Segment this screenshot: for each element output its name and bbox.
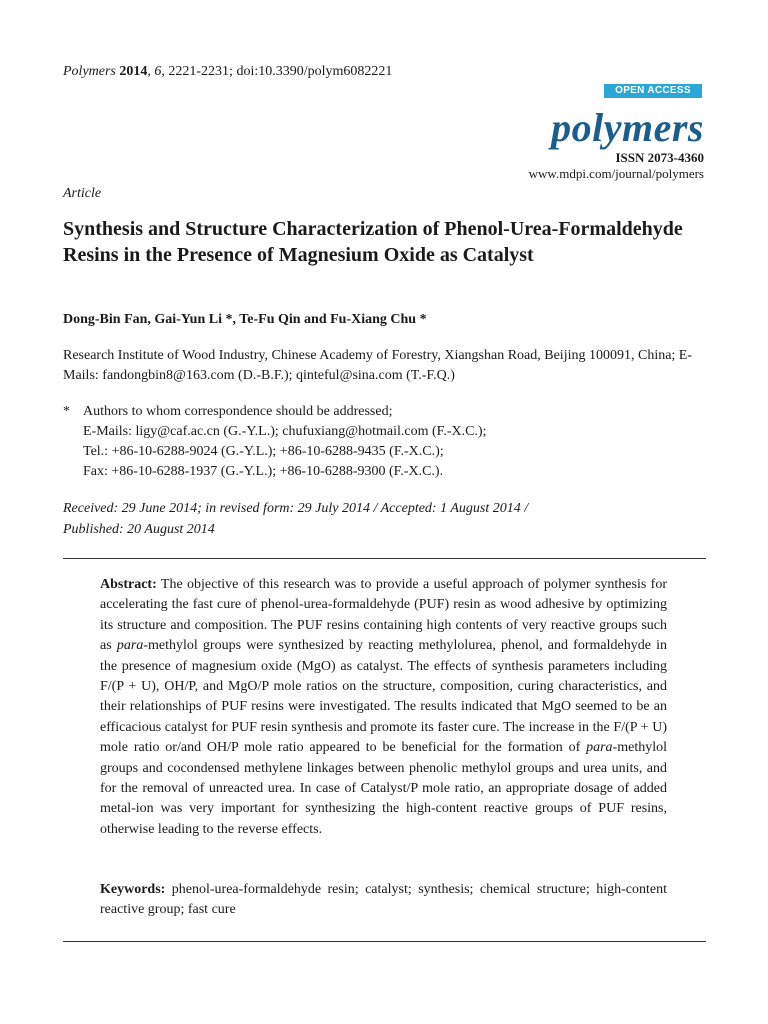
abstract-para-2: para xyxy=(586,740,613,756)
article-type: Article xyxy=(63,186,102,201)
correspondence xyxy=(63,402,713,482)
paper-title: Synthesis and Structure Characterization of Phenol-Urea-Formaldehyde Resins in the Presence of Magnesium Oxide as Catalyst xyxy=(63,218,683,266)
open-access-badge: OPEN ACCESS xyxy=(604,84,702,98)
authors: Dong-Bin Fan, Gai-Yun Li *, Te-Fu Qin and Fu-Xiang Chu * xyxy=(63,312,427,327)
correspondence-emails: E-Mails: ligy@caf.ac.cn (G.-Y.L.); chufuxiang@hotmail.com (F.-X.C.); xyxy=(83,424,487,439)
correspondence-line: Authors to whom correspondence should be addressed; xyxy=(83,404,393,419)
journal-logo: polymers xyxy=(551,105,704,150)
divider-bottom xyxy=(63,941,706,942)
abstract-para-1: para xyxy=(116,638,144,654)
citation-journal: Polymers xyxy=(63,64,116,79)
citation-year: 2014 xyxy=(119,64,148,79)
keywords xyxy=(100,880,667,921)
correspondence-tel: Tel.: +86-10-6288-9024 (G.-Y.L.); +86-10-6288-9435 (F.-X.C.); xyxy=(83,444,444,459)
citation-volume: 6 xyxy=(154,64,162,79)
abstract-text-2: -methylol groups were synthesized by reacting methylolurea, phenol, and formaldehyde in the presence of magnesium oxide (MgO) as catalyst. The effects of synthesis parameters including F/(P + U), OH/P, and MgO/P mole ratios on the structure, composition, curing characteristics, and their relationships of PUF resins were investigated. The results indicated that MgO seemed to be an efficacious catalyst for PUF resin synthesis and promote its faster cure. The increase in the F/(P + U) mole ratio or/and OH/P mole ratio appeared to be beneficial for the formation of xyxy=(100,638,667,756)
divider-top xyxy=(63,558,706,559)
correspondence-star: * xyxy=(63,404,70,419)
affiliation: Research Institute of Wood Industry, Chinese Academy of Forestry, Xiangshan Road, Beijing 100091, China; E-Mails: fandongbin8@163.com (D.-B.F.); qinteful@sina.com (T.-F.Q.) xyxy=(63,348,693,383)
citation-rest: , 2221-2231; doi:10.3390/polym6082221 xyxy=(161,64,393,79)
keywords-text: phenol-urea-formaldehyde resin; catalyst; synthesis; chemical structure; high-content reactive group; fast cure xyxy=(100,882,667,918)
abstract-label: Abstract: xyxy=(100,577,157,592)
dates-line-1: Received: 29 June 2014; in revised form: 29 July 2014 / Accepted: 1 August 2014 / xyxy=(63,501,529,516)
abstract xyxy=(100,575,667,840)
correspondence-fax: Fax: +86-10-6288-1937 (G.-Y.L.); +86-10-6288-9300 (F.-X.C.). xyxy=(83,464,444,479)
abstract-text-3: -methylol groups and cocondensed methylene linkages between phenolic methylol groups and urea units, and for the removal of unreacted urea. In case of Catalyst/P mole ratio, an appropriate dosage of added metal-ion was very important for synthesizing the high-content reactive groups of PUF resins, otherwise leading to the reverse effects. xyxy=(100,740,667,837)
abstract-text-1: The objective of this research was to provide a useful approach of polymer synthesis for accelerating the fast cure of phenol-urea-formaldehyde (PUF) resin as wood adhesive by optimizing its structure and composition. The PUF resins containing high contents of very reactive groups such as xyxy=(100,577,667,654)
dates-line-2: Published: 20 August 2014 xyxy=(63,522,215,537)
citation-line: Polymers 2014, 6, 2221-2231; doi:10.3390/polym6082221 xyxy=(63,64,393,79)
publication-dates xyxy=(63,498,713,540)
journal-url[interactable]: www.mdpi.com/journal/polymers xyxy=(528,166,704,181)
issn: ISSN 2073-4360 xyxy=(615,150,704,165)
keywords-label: Keywords: xyxy=(100,882,166,897)
